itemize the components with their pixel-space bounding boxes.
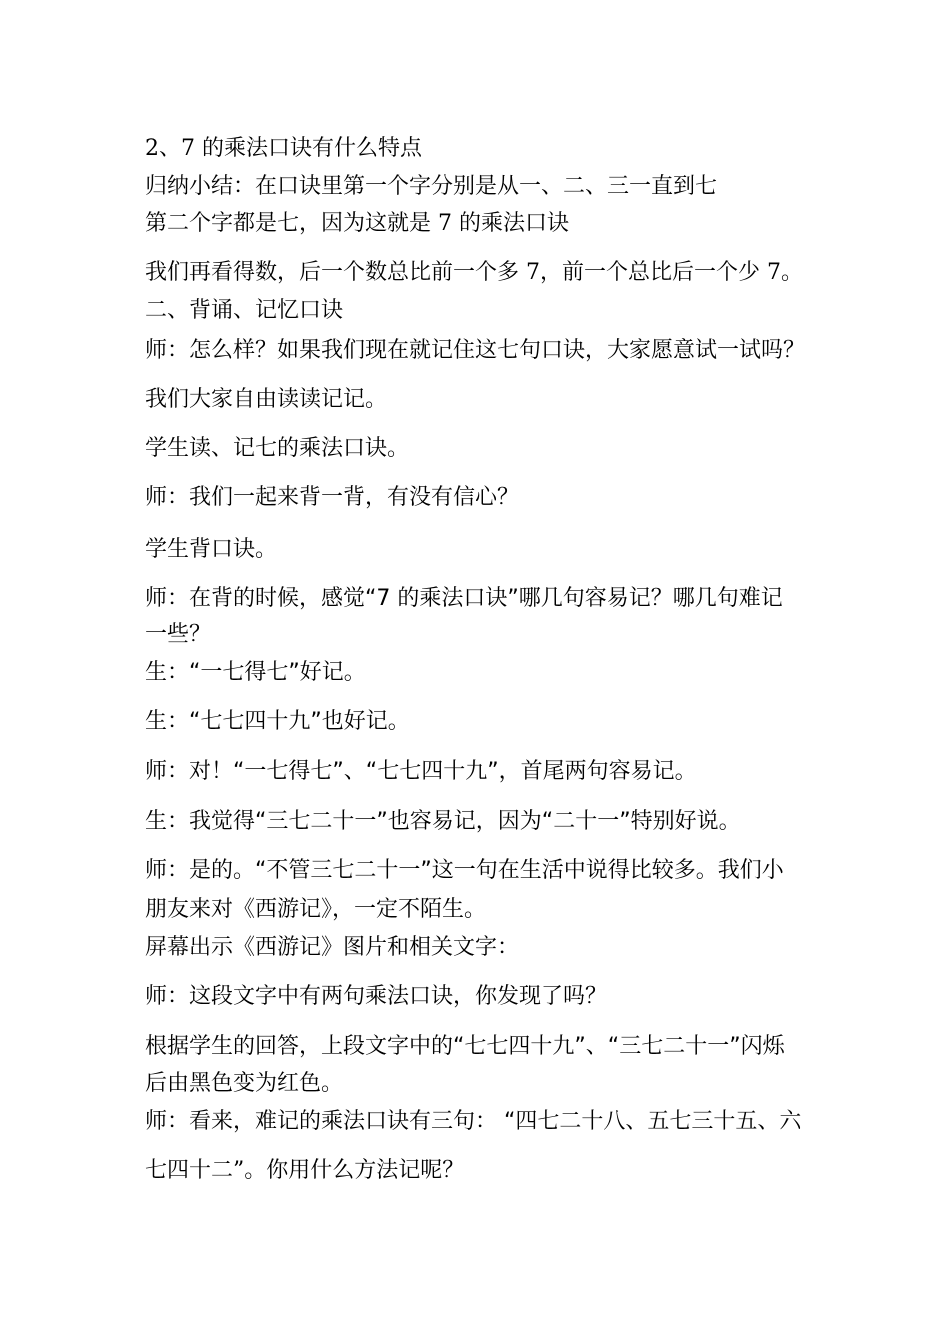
text-line-6: 师：怎么样？如果我们现在就记住这七句口诀，大家愿意试一试吗？: [145, 338, 806, 363]
text-line-17: 师：是的。“不管三七二十一”这一句在生活中说得比较多。我们小: [145, 858, 784, 883]
text-line-11: 师：在背的时候，感觉“7 的乘法口诀”哪几句容易记？哪几句难记: [145, 586, 783, 611]
text-line-18: 朋友来对《西游记》，一定不陌生。: [145, 897, 487, 922]
text-line-4: 我们再看得数，后一个数总比前一个多 7，前一个总比后一个少 7。: [145, 260, 803, 285]
text-line-3: 第二个字都是七，因为这就是 7 的乘法口诀: [145, 211, 569, 236]
text-line-7: 我们大家自由读读记记。: [145, 387, 388, 412]
text-line-15: 师：对！“一七得七”、“七七四十九”，首尾两句容易记。: [145, 759, 697, 784]
text-line-19: 屏幕出示《西游记》图片和相关文字：: [145, 935, 520, 960]
text-line-16: 生：我觉得“三七二十一”也容易记，因为“二十一”特别好说。: [145, 809, 741, 834]
section-heading: 二、背诵、记忆口诀: [145, 298, 344, 323]
text-line-1: 2、7 的乘法口诀有什么特点: [145, 136, 422, 161]
text-line-14: 生：“七七四十九”也好记。: [145, 709, 410, 734]
text-line-20: 师：这段文字中有两句乘法口诀，你发现了吗？: [145, 984, 608, 1009]
text-line-13: 生：“一七得七”好记。: [145, 660, 366, 685]
text-line-10: 学生背口诀。: [145, 537, 278, 562]
text-line-9: 师：我们一起来背一背，有没有信心？: [145, 485, 520, 510]
text-line-21: 根据学生的回答，上段文字中的“七七四十九”、“三七二十一”闪烁: [145, 1034, 785, 1059]
text-line-22: 后由黑色变为红色。: [145, 1071, 344, 1096]
text-line-2: 归纳小结：在口诀里第一个字分别是从一、二、三一直到七: [145, 174, 718, 199]
text-line-8: 学生读、记七的乘法口诀。: [145, 436, 410, 461]
text-line-12: 一些？: [145, 622, 212, 647]
text-line-23: 师：看来，难记的乘法口诀有三句： “四七二十八、五七三十五、六: [145, 1109, 802, 1134]
text-line-24: 七四十二”。你用什么方法记呢？: [145, 1158, 465, 1183]
